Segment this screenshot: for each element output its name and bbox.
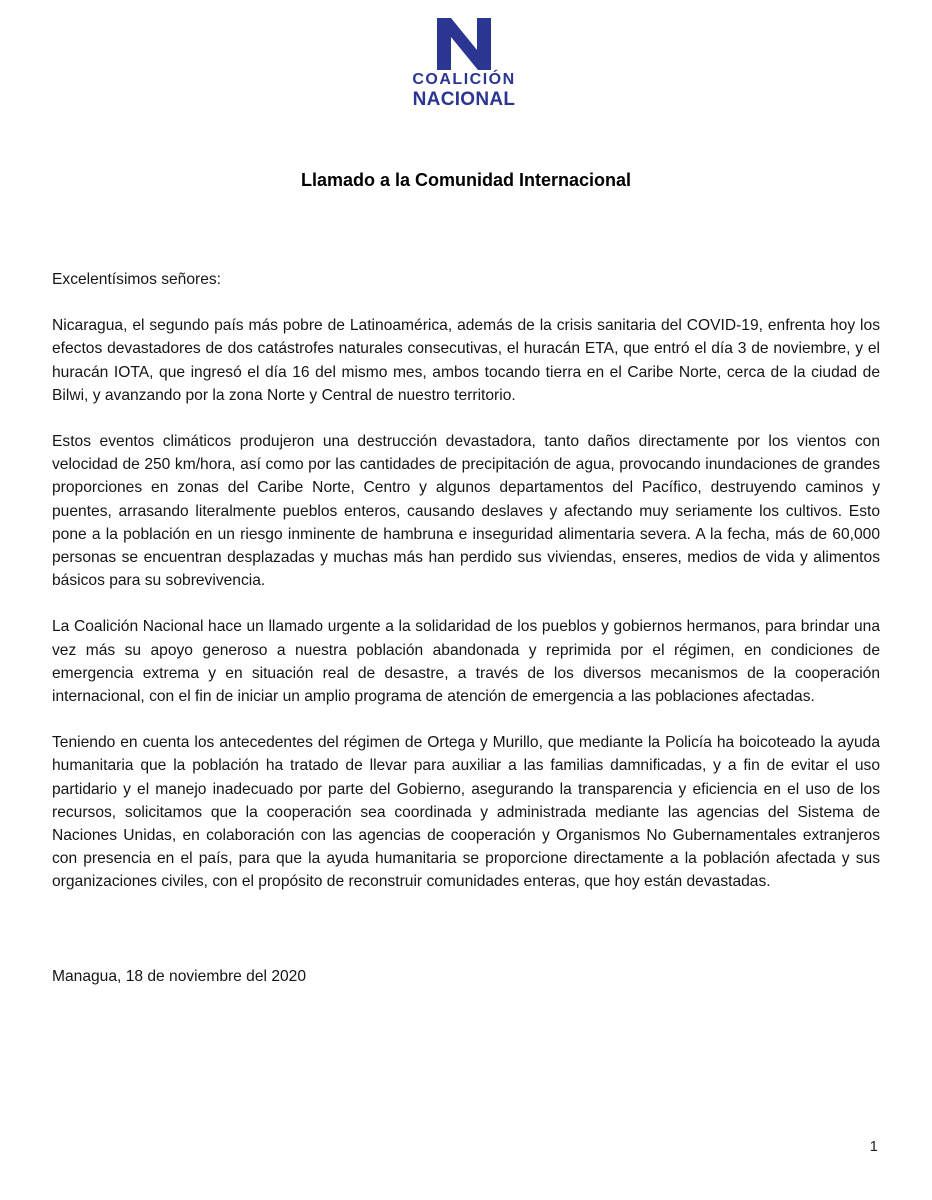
document-title: Llamado a la Comunidad Internacional	[300, 170, 632, 190]
date-line: Managua, 18 de noviembre del 2020	[52, 968, 307, 985]
paragraph-1: Nicaragua, el segundo país más pobre de Latinoamérica, además de la crisis sanitaria del COVID-19, enfrenta hoy los efectos devastadores de dos catástrofes naturales consecutivas, el huracán ETA, que entró el día 3 de noviembre, y el huracán IOTA, que ingresó el día 16 del mismo mes, ambos tocando tierra en el Caribe Norte, cerca de la ciudad de Bilwi, y avanzando por la zona Norte y Central de nuestro territorio.	[52, 317, 880, 404]
n-logo-icon	[433, 18, 495, 70]
document-body	[52, 268, 880, 917]
paragraph-2: Estos eventos climáticos produjeron una destrucción devastadora, tanto daños directamente por los vientos con velocidad de 250 km/hora, así como por las cantidades de precipitación de agua, provocando inundaciones de grandes proporciones en zonas del Caribe Norte, Centro y algunos departamentos del Pacífico, destruyendo caminos y puentes, arrasando literalmente pueblos enteros, causando deslaves y afectando muy seriamente los cultivos. Esto pone a la población en un riesgo inminente de hambruna e inseguridad alimentaria severa. A la fecha, más de 60,000 personas se encuentran desplazadas y muchas más han perdido sus viviendas, enseres, medios de vida y alimentos básicos para su sobrevivencia.	[52, 433, 880, 590]
paragraph-4: Teniendo en cuenta los antecedentes del régimen de Ortega y Murillo, que mediante la Policía ha boicoteado la ayuda humanitaria que la población ha tratado de llevar para auxiliar a las familias damnificadas, y a fin de evitar el uso partidario y el manejo inadecuado por parte del Gobierno, asegurando la transparencia y eficiencia en el uso de los recursos, solicitamos que la cooperación sea coordinada y administrada mediante las agencias del Sistema de Naciones Unidas, en colaboración con las agencias de cooperación y Organismos No Gubernamentales extranjeros con presencia en el país, para que la ayuda humanitaria se proporcione directamente a la población afectada y sus organizaciones civiles, con el propósito de reconstruir comunidades enteras, que hoy están devastadas.	[52, 734, 880, 891]
greeting: Excelentísimos señores:	[52, 271, 222, 288]
logo-text-nacional: NACIONAL	[412, 89, 516, 110]
page-number: 1	[869, 1138, 878, 1155]
logo-text-coalicion: COALICIÓN	[412, 71, 516, 88]
paragraph-3: La Coalición Nacional hace un llamado urgente a la solidaridad de los pueblos y gobiernos hermanos, para brindar una vez más su apoyo generoso a nuestra población abandonada y reprimida por el régimen, en condiciones de emergencia extrema y en situación real de desastre, a través de los diversos mecanismos de la cooperación internacional, con el fin de iniciar un amplio programa de atención de emergencia a las poblaciones afectadas.	[52, 618, 880, 706]
coalicion-nacional-logo	[408, 18, 520, 109]
